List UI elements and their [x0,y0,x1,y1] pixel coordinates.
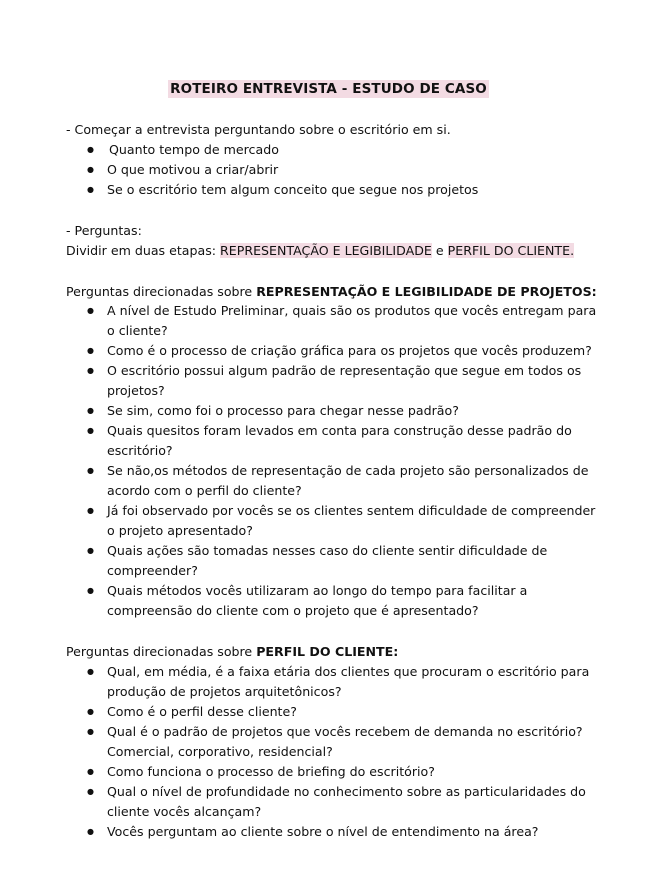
list-item: ● Qual, em média, é a faixa etária dos clientes que procuram o escritório para produção de projetos arquitetônicos? [66,662,606,702]
list-item: ● Vocês perguntam ao cliente sobre o nível de entendimento na área? [66,822,606,842]
etapa-perfil: PERFIL DO CLIENTE. [447,243,575,258]
section2-title: PERFIL DO CLIENTE: [256,644,399,659]
intro-list [66,140,606,200]
list-item: ● Como é o perfil desse cliente? [66,702,606,722]
list-item: ● Quais ações são tomadas nesses caso do cliente sentir dificuldade de compreender? [66,541,606,581]
section1-list [66,301,606,621]
section2-prefix: Perguntas direcionadas sobre [66,644,257,659]
etapas-line [66,241,574,261]
section2-heading [66,642,398,662]
list-item: ● Se não,os métodos de representação de cada projeto são personalizados de acordo com o perfil do cliente? [66,461,606,501]
list-item: ● Como é o processo de criação gráfica para os projetos que vocês produzem? [66,341,606,361]
list-item: ● Se o escritório tem algum conceito que segue nos projetos [66,180,606,200]
section1-title: REPRESENTAÇÃO E LEGIBILIDADE DE PROJETOS: [256,284,597,299]
list-item: ● Como funciona o processo de briefing do escritório? [66,762,606,782]
list-item: ● Qual o nível de profundidade no conhecimento sobre as particularidades do cliente vocês alcançam? [66,782,606,822]
list-item: ● Quanto tempo de mercado [66,140,606,160]
section1-heading [66,282,597,302]
list-item: ● Qual é o padrão de projetos que vocês recebem de demanda no escritório? Comercial, corporativo, residencial? [66,722,606,762]
etapas-prefix: Dividir em duas etapas: [66,243,221,258]
document-title-row [0,78,657,97]
list-item: ● O que motivou a criar/abrir [66,160,606,180]
document-title: ROTEIRO ENTREVISTA - ESTUDO DE CASO [170,81,487,97]
perguntas-label: - Perguntas: [66,223,142,238]
list-item: ● O escritório possui algum padrão de representação que segue em todos os projetos? [66,361,606,401]
list-item: ● Já foi observado por vocês se os clientes sentem dificuldade de compreender o projeto apresentado? [66,501,606,541]
list-item: ● Se sim, como foi o processo para chegar nesse padrão? [66,401,606,421]
etapas-connector: e [431,243,448,258]
list-item: ● Quais métodos vocês utilizaram ao longo do tempo para facilitar a compreensão do cliente com o projeto que é apresentado? [66,581,606,621]
list-item: ● A nível de Estudo Preliminar, quais são os produtos que vocês entregam para o cliente? [66,301,606,341]
etapa-representacao: REPRESENTAÇÃO E LEGIBILIDADE [220,243,432,258]
section2-list [66,662,606,842]
intro-text: - Começar a entrevista perguntando sobre o escritório em si. [66,122,451,137]
section1-prefix: Perguntas direcionadas sobre [66,284,257,299]
list-item: ● Quais quesitos foram levados em conta para construção desse padrão do escritório? [66,421,606,461]
